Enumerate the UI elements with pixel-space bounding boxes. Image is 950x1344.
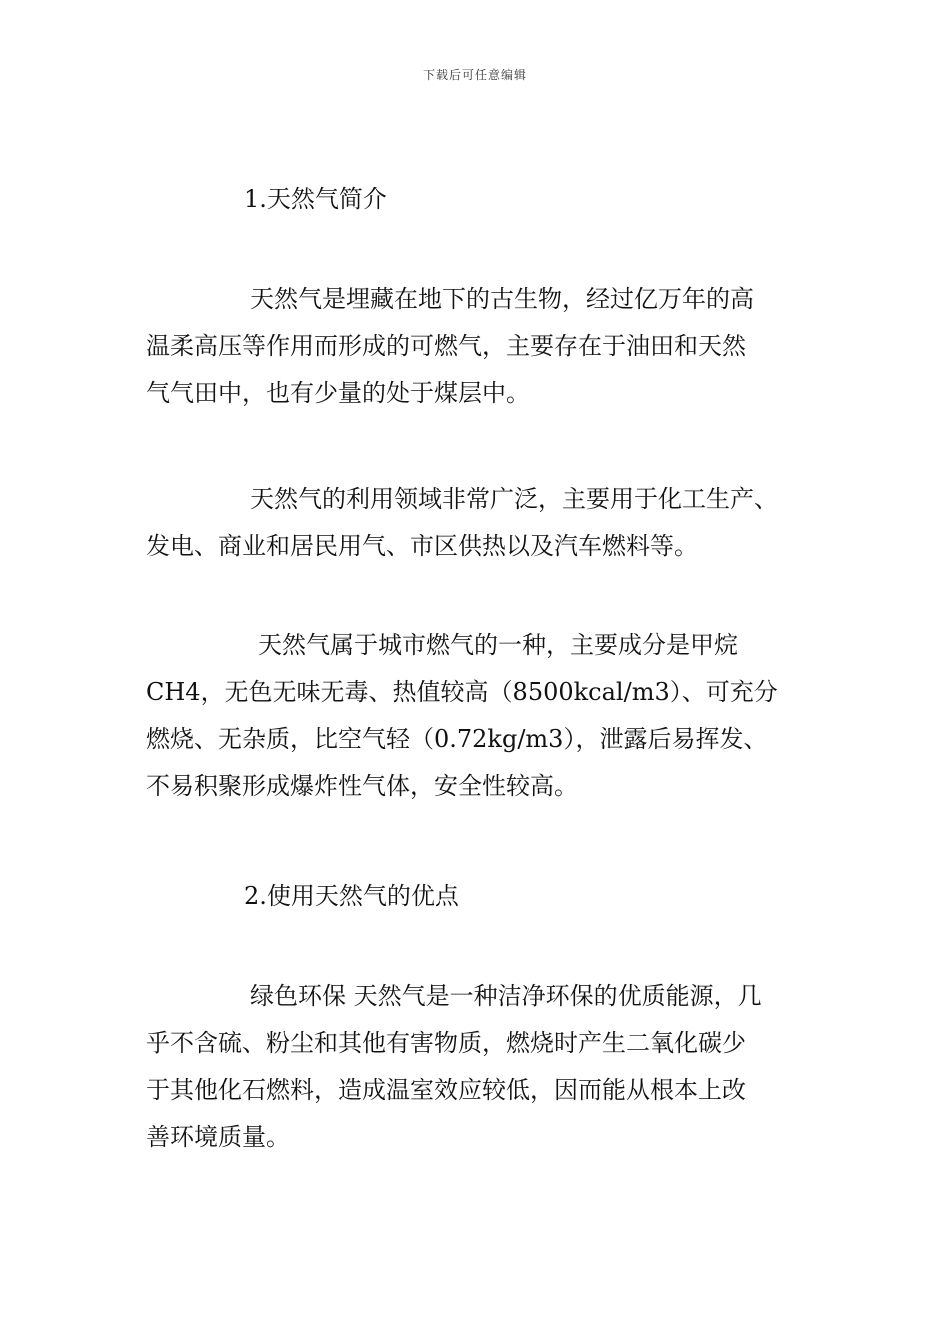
paragraph-uses — [146, 476, 826, 570]
paragraph-line: 天然气是埋藏在地下的古生物，经过亿万年的高 — [250, 285, 754, 313]
section-heading-intro: 1.天然气简介 — [244, 185, 387, 213]
paragraph-line: 气气田中，也有少量的处于煤层中。 — [146, 379, 530, 407]
paragraph-origin — [146, 276, 826, 417]
paragraph-composition — [146, 622, 826, 810]
paragraph-line: 不易积聚形成爆炸性气体，安全性较高。 — [146, 772, 578, 800]
paragraph-line: 燃烧、无杂质，比空气轻（0.72kg/m3），泄露后易挥发、 — [146, 725, 768, 753]
paragraph-green — [146, 973, 826, 1161]
page-header-note: 下载后可任意编辑 — [422, 68, 527, 82]
paragraph-line: 天然气属于城市燃气的一种，主要成分是甲烷 — [258, 631, 738, 659]
section-heading-advantages: 2.使用天然气的优点 — [244, 882, 459, 910]
paragraph-line: 天然气的利用领域非常广泛，主要用于化工生产、 — [250, 485, 778, 513]
paragraph-line: 发电、商业和居民用气、市区供热以及汽车燃料等。 — [146, 532, 698, 560]
paragraph-line: 绿色环保 天然气是一种洁净环保的优质能源，几 — [250, 982, 762, 1010]
paragraph-line: 温柔高压等作用而形成的可燃气，主要存在于油田和天然 — [146, 332, 746, 360]
paragraph-line: CH4，无色无味无毒、热值较高（8500kcal/m3）、可充分 — [146, 678, 778, 706]
paragraph-line: 善环境质量。 — [146, 1123, 290, 1151]
paragraph-line: 于其他化石燃料，造成温室效应较低，因而能从根本上改 — [146, 1076, 746, 1104]
paragraph-line: 乎不含硫、粉尘和其他有害物质，燃烧时产生二氧化碳少 — [146, 1029, 746, 1057]
